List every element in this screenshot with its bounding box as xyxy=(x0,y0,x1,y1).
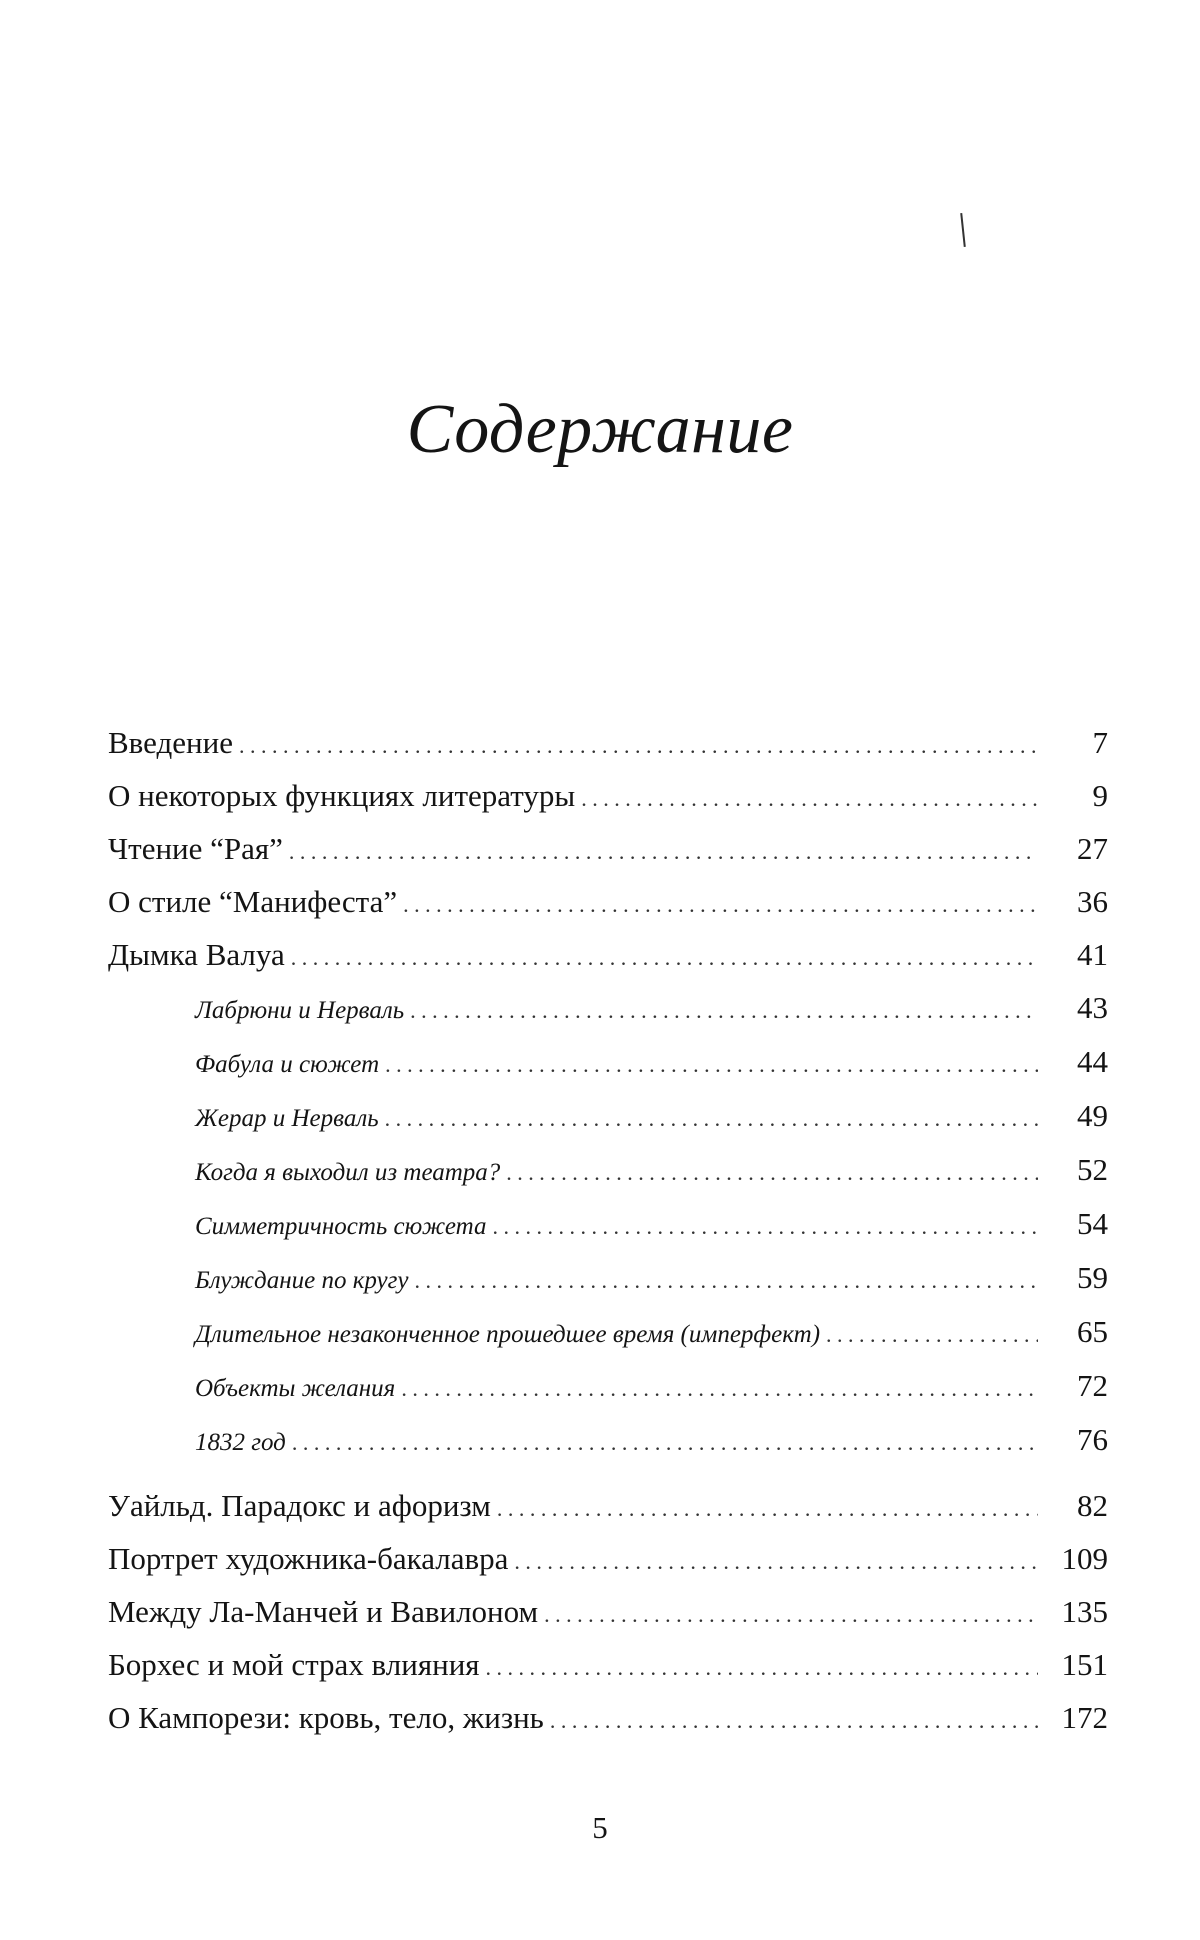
toc-subentry[interactable] xyxy=(108,1044,1108,1098)
dot-leader xyxy=(415,1268,1038,1294)
toc-entry-title: Длительное незаконченное прошедшее время (имперфект) xyxy=(195,1321,821,1348)
toc-entry-title: Уайльд. Парадокс и афоризм xyxy=(108,1488,491,1523)
toc-entry[interactable] xyxy=(108,1594,1108,1647)
toc-subentry[interactable] xyxy=(108,1422,1108,1476)
toc-entry[interactable] xyxy=(108,1647,1108,1700)
dot-leader xyxy=(410,998,1038,1024)
toc-entry[interactable] xyxy=(108,884,1108,937)
toc-entry[interactable] xyxy=(108,1488,1108,1541)
toc-entry-title: 1832 год xyxy=(195,1429,286,1456)
dot-leader xyxy=(492,1214,1038,1240)
toc-entry-title: Жерар и Нерваль xyxy=(195,1105,379,1132)
toc-entry-title: Борхес и мой страх влияния xyxy=(108,1647,480,1682)
dot-leader xyxy=(292,1430,1038,1456)
toc-entry-title: О Кампорези: кровь, тело, жизнь xyxy=(108,1700,544,1735)
dot-leader xyxy=(239,733,1038,759)
page-scan-mark xyxy=(960,213,966,247)
toc-entry-title: Лабрюни и Нерваль xyxy=(195,997,405,1024)
toc-entry-title: Симметричность сюжета xyxy=(195,1213,487,1240)
dot-leader xyxy=(403,892,1038,918)
toc-entry[interactable] xyxy=(108,831,1108,884)
toc-entry-title: Объекты желания xyxy=(195,1375,396,1402)
page-title: Содержание xyxy=(406,391,794,468)
toc-entry[interactable] xyxy=(108,1700,1108,1753)
dot-leader xyxy=(497,1496,1038,1522)
toc-entry-page-number: 82 xyxy=(1077,1488,1108,1523)
toc-entry-page-number: 7 xyxy=(1092,725,1108,760)
dot-leader xyxy=(385,1106,1038,1132)
table-of-contents xyxy=(108,725,1108,1753)
toc-entry-title: Введение xyxy=(108,725,233,760)
toc-entry-page-number: 109 xyxy=(1061,1541,1108,1576)
toc-entry-title: Фабула и сюжет xyxy=(195,1051,380,1078)
dot-leader xyxy=(506,1160,1038,1186)
toc-entry[interactable] xyxy=(108,778,1108,831)
toc-entry[interactable] xyxy=(108,725,1108,778)
dot-leader xyxy=(291,945,1038,971)
toc-entry-page-number: 135 xyxy=(1061,1594,1108,1629)
toc-entry-page-number: 172 xyxy=(1061,1700,1108,1735)
toc-entry-page-number: 54 xyxy=(1077,1206,1108,1241)
toc-entry-page-number: 59 xyxy=(1077,1260,1108,1295)
toc-entry-page-number: 44 xyxy=(1077,1044,1108,1079)
toc-entry-page-number: 43 xyxy=(1077,990,1108,1025)
toc-subentry[interactable] xyxy=(108,1206,1108,1260)
toc-entry-title: Когда я выходил из театра? xyxy=(195,1159,501,1186)
toc-entry-page-number: 9 xyxy=(1092,778,1108,813)
dot-leader xyxy=(385,1052,1038,1078)
dot-leader xyxy=(289,839,1038,865)
toc-subentry[interactable] xyxy=(108,1368,1108,1422)
dot-leader xyxy=(826,1322,1038,1348)
dot-leader xyxy=(514,1549,1038,1575)
toc-entry-page-number: 41 xyxy=(1077,937,1108,972)
toc-subentry[interactable] xyxy=(108,1098,1108,1152)
toc-entry-title: Дымка Валуа xyxy=(108,937,285,972)
toc-subentry[interactable] xyxy=(108,1152,1108,1206)
toc-entry-page-number: 27 xyxy=(1077,831,1108,866)
toc-entry[interactable] xyxy=(108,937,1108,990)
toc-entry-title: Портрет художника-бакалавра xyxy=(108,1541,509,1576)
toc-entry-title: Чтение “Рая” xyxy=(108,831,283,866)
toc-entry-title: О стиле “Манифеста” xyxy=(108,884,398,919)
dot-leader xyxy=(544,1602,1038,1628)
dot-leader xyxy=(550,1708,1038,1734)
toc-subentry[interactable] xyxy=(108,990,1108,1044)
dot-leader xyxy=(581,786,1038,812)
toc-entry-page-number: 151 xyxy=(1061,1647,1108,1682)
toc-entry-page-number: 36 xyxy=(1077,884,1108,919)
dot-leader xyxy=(401,1376,1038,1402)
toc-entry[interactable] xyxy=(108,1541,1108,1594)
toc-entry-title: О некоторых функциях литературы xyxy=(108,778,576,813)
toc-entry-page-number: 49 xyxy=(1077,1098,1108,1133)
toc-entry-title: Блуждание по кругу xyxy=(195,1267,409,1294)
toc-subentry[interactable] xyxy=(108,1314,1108,1368)
page-number: 5 xyxy=(592,1810,608,1845)
toc-subentry[interactable] xyxy=(108,1260,1108,1314)
toc-entry-title: Между Ла-Манчей и Вавилоном xyxy=(108,1594,539,1629)
dot-leader xyxy=(486,1655,1038,1681)
toc-entry-page-number: 65 xyxy=(1077,1314,1108,1349)
toc-entry-page-number: 76 xyxy=(1077,1422,1108,1457)
toc-entry-page-number: 72 xyxy=(1077,1368,1108,1403)
toc-entry-page-number: 52 xyxy=(1077,1152,1108,1187)
